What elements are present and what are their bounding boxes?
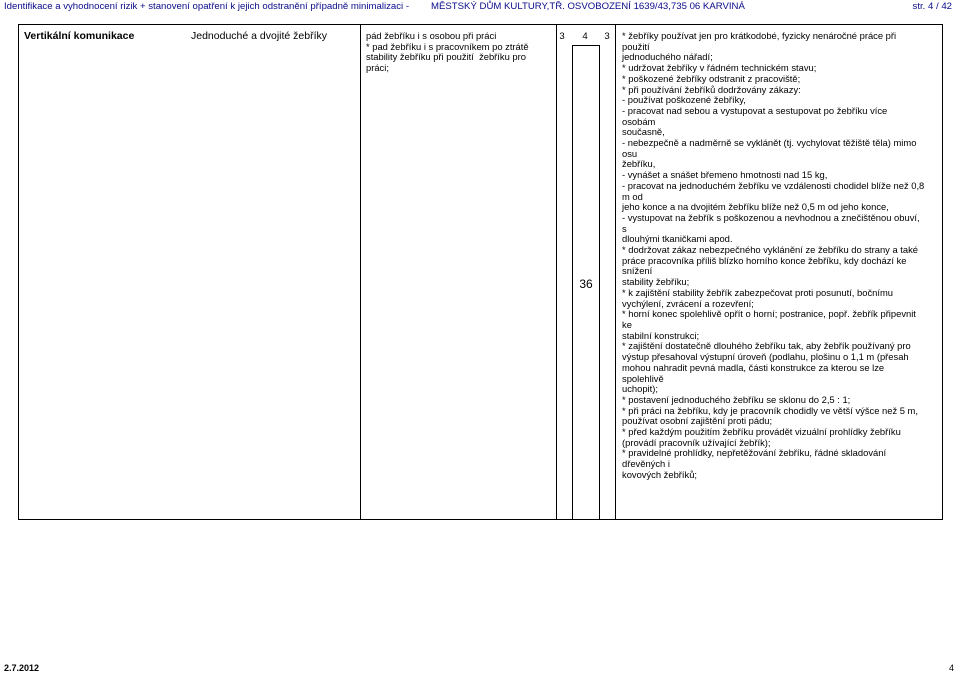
organization-name: MĚSTSKÝ DŮM KULTURY,TŘ. OSVOBOZENÍ 1639/43,735 06 KARVINÁ bbox=[431, 1, 745, 12]
probability-value: 3 bbox=[559, 31, 565, 42]
score-box-top bbox=[572, 45, 600, 46]
document-title: Identifikace a vyhodnocení rizik + stanovení opatření k jejich odstranění případně minimalizaci - bbox=[4, 1, 410, 12]
page-indicator: str. 4 / 42 bbox=[912, 1, 952, 12]
column-divider bbox=[360, 24, 361, 520]
equipment-cell: Jednoduché a dvojité žebříky bbox=[191, 30, 328, 42]
column-divider bbox=[615, 24, 616, 520]
footer-page-number: 4 bbox=[948, 663, 954, 673]
table-right-border bbox=[942, 24, 943, 520]
consequence-value: 4 bbox=[582, 31, 588, 42]
activity-cell: Vertikální komunikace bbox=[24, 30, 135, 42]
footer-date: 2.7.2012 bbox=[4, 663, 40, 673]
table-top-border bbox=[18, 24, 943, 25]
table-bottom-border bbox=[18, 519, 943, 520]
page-footer bbox=[0, 662, 960, 674]
column-divider bbox=[556, 24, 557, 520]
measures-cell: * žebříky používat jen pro krátkodobé, fyzicky nenáročné práce při použití jednoduchého nářadí; * udržovat žebříky v řádném technickém stavu; * poškozené žebříky odstranit z pracoviště; * při používání žebříků dodržovány zákazy: - používat poškozené žebříky, - pracovat nad sebou a vystupovat a sestupovat po žebříku více osobám současně, - nebezpečně a nadměrně se vyklánět (tj. vychylovat těžiště těla) mimo osu žebříku, - vynášet a snášet břemeno hmotnosti nad 15 kg, - pracovat na jednoduchém žebříku ve vzdálenosti chodidel blíže než 0,8 m od jeho konce a na dvojitém žebříku blíže než 0,5 m od jeho konce, - vystupovat na žebřík s poškozenou a nevhodnou a znečištěnou obuví, s dlouhými tkaničkami apod. * dodržovat zákaz nebezpečného vyklánění ze žebříku do strany a také práce pracovníka příliš blízko horního konce žebříku, kdy dochází ke snížení stability žebříku; * k zajištění stability žebřík zabezpečovat proti posunutí, bočnímu vychýlení, zvrácení a rozevření; * horní konec spolehlivě opřít o horní; postranice, popř. žebřík připevnit ke stabilní konstrukci; * zajištění dostatečně dlouhého žebříku tak, aby žebřík používaný pro výstup přesahoval výstupní úroveň (podlahu, plošinu o 1,1 m (přesah mohou nahradit pevná madla, části konstrukce za kterou se lze spolehlivě uchopit); * postavení jednoduchého žebříku se sklonu do 2,5 : 1; * při práci na žebříku, kdy je pracovník chodidly ve větší výšce než 5 m, používat osobní zajištění proti pádu; * před každým použitím žebříku provádět vizuální prohlídky žebříku (provádí pracovník užívající žebřík); * pravidelné prohlídky, nepřetěžování žebříku, řádné skladování dřevěných i kovových žebříků; bbox=[622, 30, 925, 480]
exposure-value: 3 bbox=[604, 31, 610, 42]
risk-score: 36 bbox=[579, 277, 593, 291]
table-left-border bbox=[18, 24, 19, 520]
hazard-cell: pád žebříku i s osobou při práci * pad žebříku i s pracovníkem po ztrátě stability žebříku při použití žebříku pro práci; bbox=[366, 30, 529, 74]
